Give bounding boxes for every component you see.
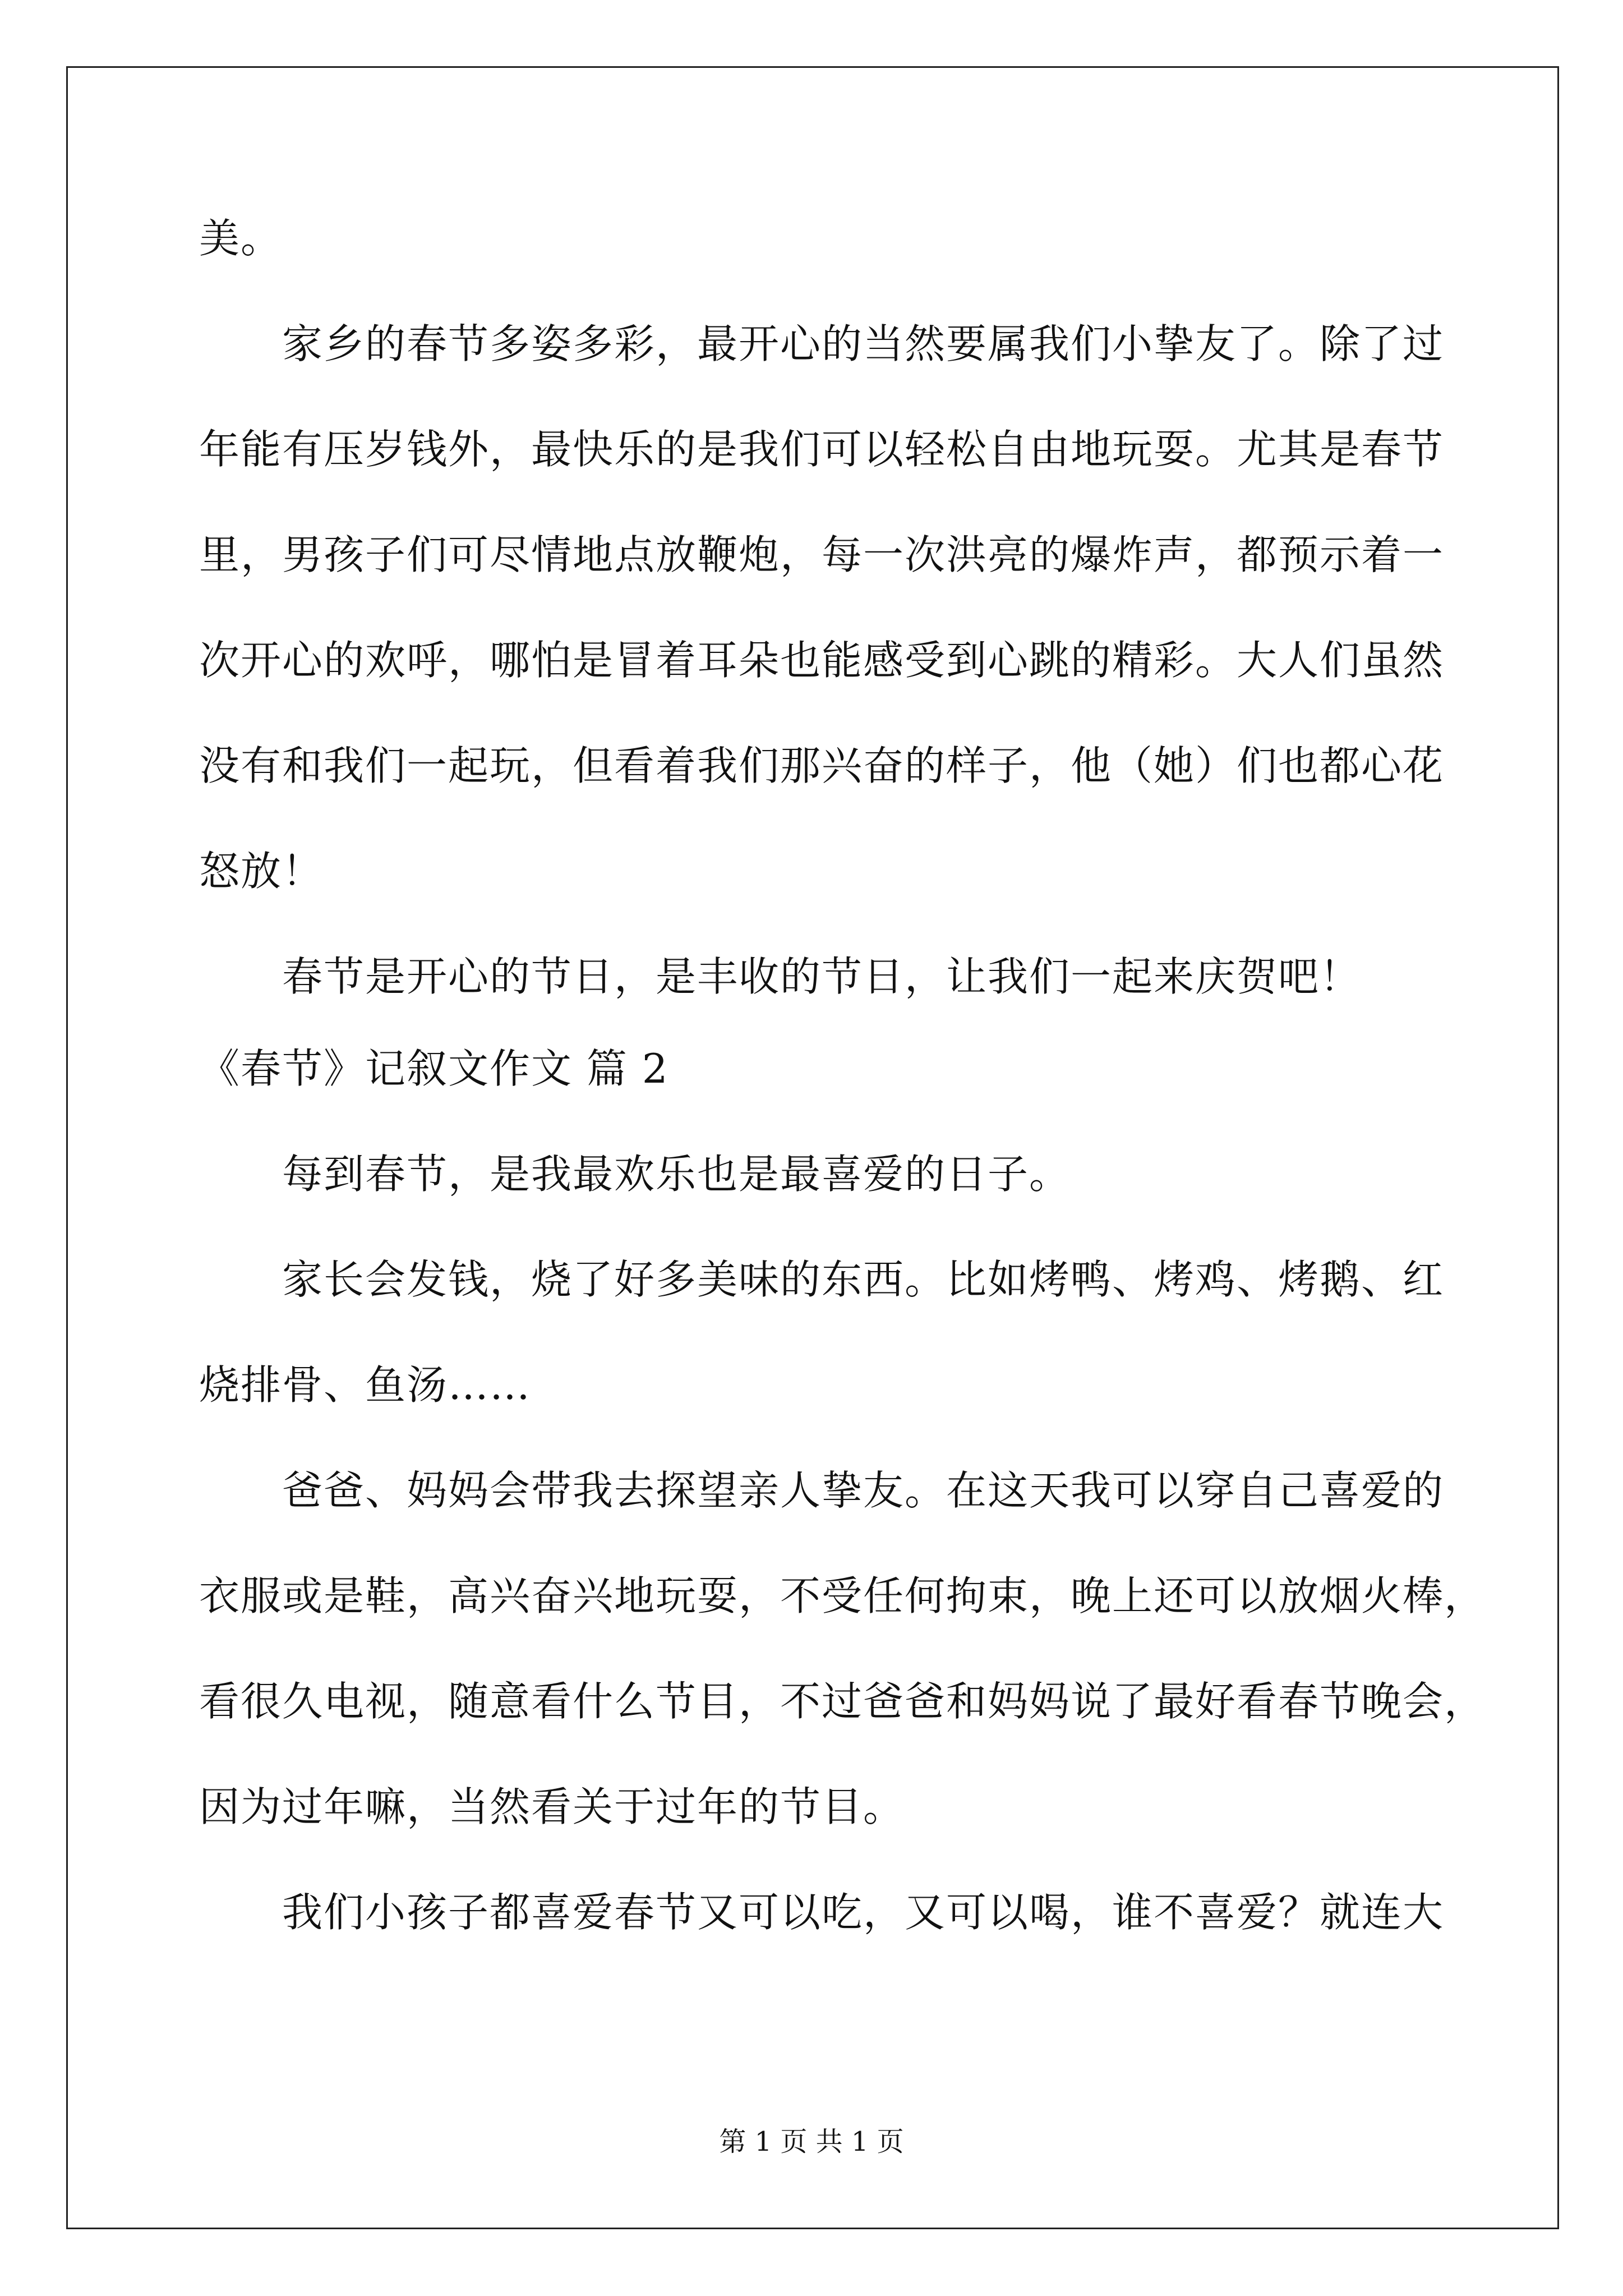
text-line: 年能有压岁钱外，最快乐的是我们可以轻松自由地玩耍。尤其是春节: [199, 426, 1445, 473]
text-line: 里，男孩子们可尽情地点放鞭炮，每一次洪亮的爆炸声，都预示着一: [199, 531, 1445, 578]
page-footer: 第 1 页 共 1 页: [719, 2126, 904, 2157]
text-line: 因为过年嘛，当然看关于过年的节目。: [199, 1783, 905, 1830]
paragraph-line: 春节是开心的节日，是丰收的节日，让我们一起来庆贺吧！: [282, 953, 1362, 1000]
paragraph-line: 家乡的春节多姿多彩，最开心的当然要属我们小挚友了。除了过: [282, 320, 1445, 367]
text-line: 次开心的欢呼，哪怕是冒着耳朵也能感受到心跳的精彩。大人们虽然: [199, 637, 1445, 684]
text-line: 衣服或是鞋，高兴奋兴地玩耍，不受任何拘束，晚上还可以放烟火棒，: [199, 1572, 1486, 1619]
text-line: 没有和我们一起玩，但看着我们那兴奋的样子，他（她）们也都心花: [199, 742, 1445, 789]
text-line: 烧排骨、鱼汤……: [199, 1361, 532, 1409]
text-line: 看很久电视，随意看什么节目，不过爸爸和妈妈说了最好看春节晚会，: [199, 1678, 1486, 1725]
paragraph-line: 每到春节，是我最欢乐也是最喜爱的日子。: [282, 1151, 1071, 1198]
section-heading: 《春节》记叙文作文 篇 2: [199, 1045, 669, 1092]
paragraph-line: 爸爸、妈妈会带我去探望亲人挚友。在这天我可以穿自己喜爱的: [282, 1467, 1445, 1514]
paragraph-line: 家长会发钱，烧了好多美味的东西。比如烤鸭、烤鸡、烤鹅、红: [282, 1256, 1445, 1303]
text-line: 怒放！: [199, 848, 324, 895]
paragraph-line: 我们小孩子都喜爱春节又可以吃，又可以喝，谁不喜爱？就连大: [282, 1889, 1445, 1936]
text-line: 美。: [199, 215, 283, 262]
